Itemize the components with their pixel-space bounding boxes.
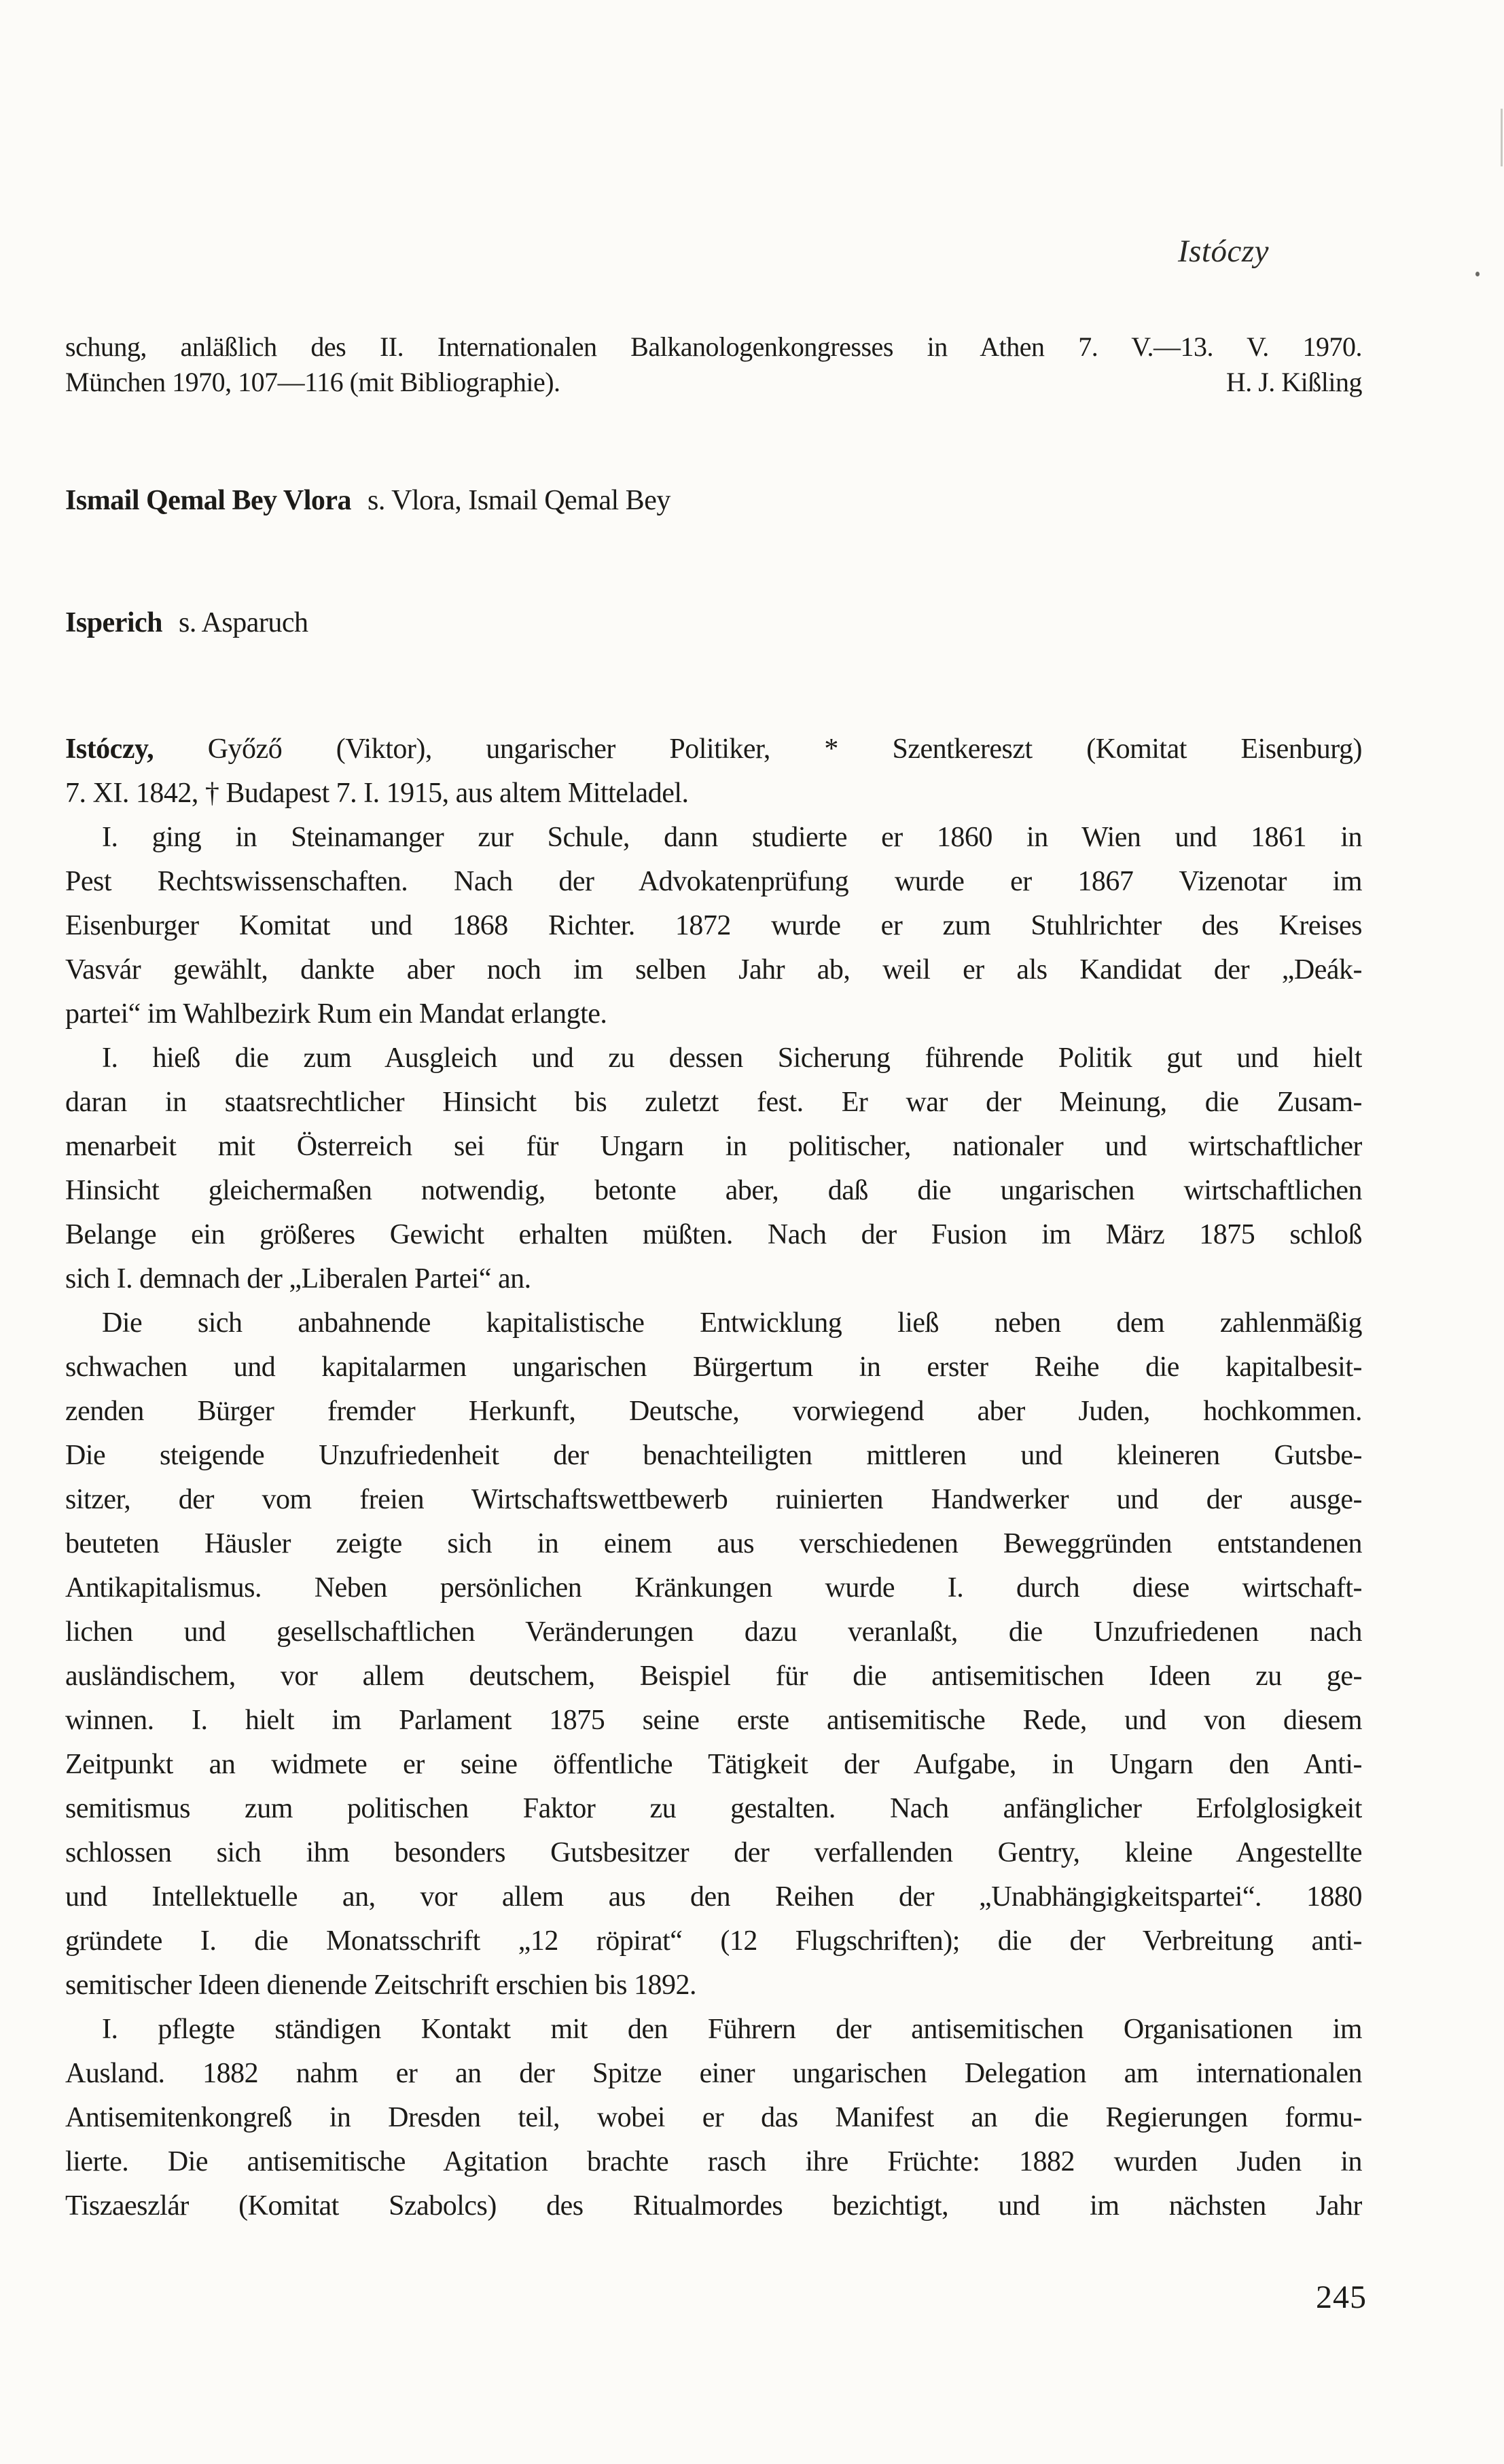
text-line: schlossen sich ihm besonders Gutsbesitzer der verfallenden Gentry, kleine Angestellte (65, 1837, 1362, 1868)
text-line: semitischer Ideen dienende Zeitschrift erschien bis 1892. (65, 1970, 697, 2001)
text-line: lichen und gesellschaftlichen Veränderungen dazu veranlaßt, die Unzufriedenen nach (65, 1616, 1362, 1648)
text-line: Antikapitalismus. Neben persönlichen Kränkungen wurde I. durch diese wirtschaft- (65, 1572, 1362, 1604)
text-line: semitismus zum politischen Faktor zu gestalten. Nach anfänglicher Erfolglosigkeit (65, 1793, 1362, 1824)
text-line: Vasvár gewählt, dankte aber noch im selben Jahr ab, weil er als Kandidat der „Deák- (65, 954, 1362, 985)
text-line: Ausland. 1882 nahm er an der Spitze einer ungarischen Delegation am internationalen (65, 2058, 1362, 2089)
text-line: Eisenburger Komitat und 1868 Richter. 1872 wurde er zum Stuhlrichter des Kreises (65, 910, 1362, 941)
text-line: Belange ein größeres Gewicht erhalten müßten. Nach der Fusion im März 1875 schloß (65, 1219, 1362, 1250)
cross-reference-headword: Ismail Qemal Bey Vlora (65, 485, 352, 516)
text-line: I. pflegte ständigen Kontakt mit den Führern der antisemitischen Organisationen im (102, 2014, 1362, 2045)
cross-reference-headword: Isperich (65, 607, 162, 638)
text-line: schwachen und kapitalarmen ungarischen Bürgertum in erster Reihe die kapitalbesit- (65, 1352, 1362, 1383)
text-line: partei“ im Wahlbezirk Rum ein Mandat erlangte. (65, 998, 607, 1030)
text-line: ausländischem, vor allem deutschem, Beispiel für die antisemitischen Ideen zu ge- (65, 1661, 1362, 1692)
author-signature: H. J. Kißling (1225, 367, 1362, 397)
text-line: I. ging in Steinamanger zur Schule, dann studierte er 1860 in Wien und 1861 in (102, 822, 1362, 853)
text-line: 7. XI. 1842, † Budapest 7. I. 1915, aus altem Mitteladel. (65, 778, 689, 809)
text-line: Die steigende Unzufriedenheit der benachteiligten mittleren und kleineren Gutsbe- (65, 1440, 1362, 1471)
page-number: 245 (1316, 2279, 1367, 2315)
text-line: winnen. I. hielt im Parlament 1875 seine erste antisemitische Rede, und von diesem (65, 1705, 1362, 1736)
text-line: gründete I. die Monatsschrift „12 röpirat“ (12 Flugschriften); die der Verbreitung anti- (65, 1925, 1362, 1957)
previous-entry-bibliography (65, 329, 1362, 400)
text-line: sitzer, der vom freien Wirtschaftswettbewerb ruinierten Handwerker und der ausge- (65, 1484, 1362, 1515)
cross-reference-target: s. Vlora, Ismail Qemal Bey (368, 485, 670, 516)
entry-headword: Istóczy, (65, 733, 154, 765)
cross-reference-target: s. Asparuch (179, 607, 308, 638)
text-line: Hinsicht gleichermaßen notwendig, betonte aber, daß die ungarischen wirtschaftlichen (65, 1175, 1362, 1206)
text-line: und Intellektuelle an, vor allem aus den Reihen der „Unabhängigkeitspartei“. 1880 (65, 1881, 1362, 1913)
text-line: sich I. demnach der „Liberalen Partei“ an. (65, 1263, 531, 1294)
text-line: lierte. Die antisemitische Agitation brachte rasch ihre Früchte: 1882 wurden Juden in (65, 2146, 1362, 2177)
scan-artifact-dot (1475, 272, 1480, 276)
text-line: menarbeit mit Österreich sei für Ungarn in politischer, nationaler und wirtschaftlicher (65, 1131, 1362, 1162)
scan-artifact-edge-line (1501, 109, 1503, 166)
text-line: beuteten Häusler zeigte sich in einem aus verschiedenen Beweggründen entstandenen (65, 1528, 1362, 1559)
text-line: Die sich anbahnende kapitalistische Entwicklung ließ neben dem zahlenmäßig (102, 1307, 1362, 1339)
entry-istoczy-body (65, 727, 1362, 2228)
text-line: Zeitpunkt an widmete er seine öffentliche Tätigkeit der Aufgabe, in Ungarn den Anti- (65, 1749, 1362, 1780)
text-line: Tiszaeszlár (Komitat Szabolcs) des Ritualmordes bezichtigt, und im nächsten Jahr (65, 2190, 1362, 2222)
cross-reference-ismail-qemal-bey-vlora (65, 479, 1362, 523)
cross-reference-isperich (65, 601, 1362, 645)
text-line: I. hieß die zum Ausgleich und zu dessen Sicherung führende Politik gut und hielt (102, 1043, 1362, 1074)
text-line (65, 365, 1362, 400)
text-line: Istóczy, Győző (Viktor), ungarischer Politiker, * Szentkereszt (Komitat Eisenburg) (65, 733, 1362, 765)
citation-text: München 1970, 107—116 (mit Bibliographie). (65, 367, 560, 397)
text-line: zenden Bürger fremder Herkunft, Deutsche, vorwiegend aber Juden, hochkommen. (65, 1396, 1362, 1427)
text-line: schung, anläßlich des II. Internationalen Balkanologenkongresses in Athen 7. V.—13. V. 1970. (65, 331, 1362, 362)
text-line: Pest Rechtswissenschaften. Nach der Advokatenprüfung wurde er 1867 Vizenotar im (65, 866, 1362, 897)
text-line: daran in staatsrechtlicher Hinsicht bis zuletzt fest. Er war der Meinung, die Zusam- (65, 1087, 1362, 1118)
running-head: Istóczy (1177, 234, 1269, 269)
text-line: Antisemitenkongreß in Dresden teil, wobei er das Manifest an die Regierungen formu- (65, 2102, 1362, 2133)
